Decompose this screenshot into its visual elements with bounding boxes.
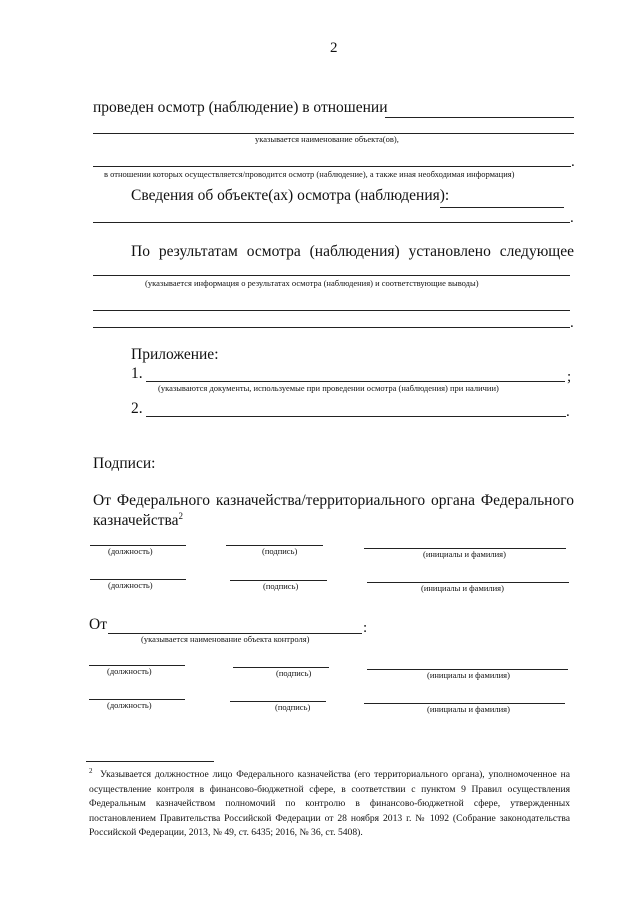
from-colon: : — [363, 620, 368, 636]
name-caption: (инициалы и фамилия) — [427, 670, 510, 680]
treasury-heading — [93, 492, 574, 510]
signature-caption: (подпись) — [275, 702, 311, 712]
appendix-item1-number: 1. — [131, 365, 143, 382]
treasury-heading-line2 — [93, 511, 183, 530]
appendix-item2-line — [146, 416, 566, 417]
appendix-item1-caption: (указываются документы, используемые при проведении осмотра (наблюдения) при наличии) — [158, 383, 499, 393]
name-caption: (инициалы и фамилия) — [427, 704, 510, 714]
inspection-detail-caption: в отношении которых осуществляется/проводится осмотр (наблюдение), а также иная необходимая информация) — [104, 169, 515, 179]
results-line-1 — [93, 275, 570, 276]
signatures-title: Подписи: — [93, 455, 156, 472]
name-caption: (инициалы и фамилия) — [421, 583, 504, 593]
results-line-2 — [93, 310, 570, 311]
appendix-item2-end: . — [566, 404, 570, 420]
treasury-word: Федерального — [116, 492, 210, 509]
results-dot: . — [570, 315, 574, 331]
position-caption: (должность) — [107, 700, 152, 710]
signature-caption: (подпись) — [263, 581, 299, 591]
position-caption: (должность) — [108, 580, 153, 590]
treasury-word: казначейства/территориального — [215, 492, 426, 509]
object-info-line-2 — [93, 222, 570, 223]
results-word: По — [131, 243, 150, 260]
inspection-intro: проведен осмотр (наблюдение) в отношении — [93, 99, 388, 116]
position-caption: (должность) — [107, 666, 152, 676]
object-name-caption: указывается наименование объекта(ов), — [255, 134, 399, 144]
treasury-word: органа — [431, 492, 475, 509]
results-word: (наблюдения) — [309, 243, 400, 260]
treasury-word: От — [93, 492, 111, 509]
footnote-text: Указывается должностное лицо Федерального казначейства (его территориального органа), уполномоченное на осуществление контроля в финансово-бюджетной сфере, в соответствии с пунктом 9 Правил осуществления Федеральным казначейством полномочий по контролю в финансово-бюджетной сфере, утвержденных постановлением Правительства Российской Федерации от 28 ноября 2013 г. № 1092 (Собрание законодательства Российской Федерации, 2013, № 49, ст. 6435; 2016, № 36, ст. 5408). — [89, 769, 571, 839]
results-word: установлено — [408, 243, 491, 260]
object-info-line-1 — [440, 207, 564, 208]
treasury-word: казначейства — [93, 512, 179, 530]
results-word: следующее — [499, 243, 574, 260]
footnote-marker: 2 — [89, 766, 93, 775]
signature-caption: (подпись) — [276, 668, 312, 678]
appendix-item1-line — [146, 381, 565, 382]
footnote-reference: 2 — [178, 511, 183, 521]
results-word: результатам — [158, 243, 238, 260]
appendix-item2-number: 2. — [131, 400, 143, 417]
object-info-dot: . — [570, 210, 574, 226]
appendix-item1-end: ; — [567, 369, 572, 385]
inspection-object-line — [385, 117, 574, 118]
results-line-3 — [93, 327, 570, 328]
footnote — [89, 768, 570, 841]
object-info-label: Сведения об объекте(ах) осмотра (наблюдения): — [131, 187, 450, 204]
control-object-caption: (указывается наименование объекта контроля) — [141, 634, 310, 644]
results-word: осмотра — [246, 243, 301, 260]
results-heading — [131, 243, 574, 261]
results-caption: (указывается информация о результатах осмотра (наблюдения) и соответствующие выводы) — [145, 278, 479, 288]
footnote-separator — [86, 761, 214, 762]
from-label: От — [89, 616, 107, 633]
inspection-detail-line — [93, 166, 571, 167]
inspection-dot: . — [571, 154, 575, 170]
appendix-title: Приложение: — [131, 346, 219, 363]
name-caption: (инициалы и фамилия) — [423, 549, 506, 559]
page-number: 2 — [330, 40, 338, 56]
signature-caption: (подпись) — [262, 546, 298, 556]
position-caption: (должность) — [108, 546, 153, 556]
treasury-word: Федерального — [480, 492, 574, 509]
